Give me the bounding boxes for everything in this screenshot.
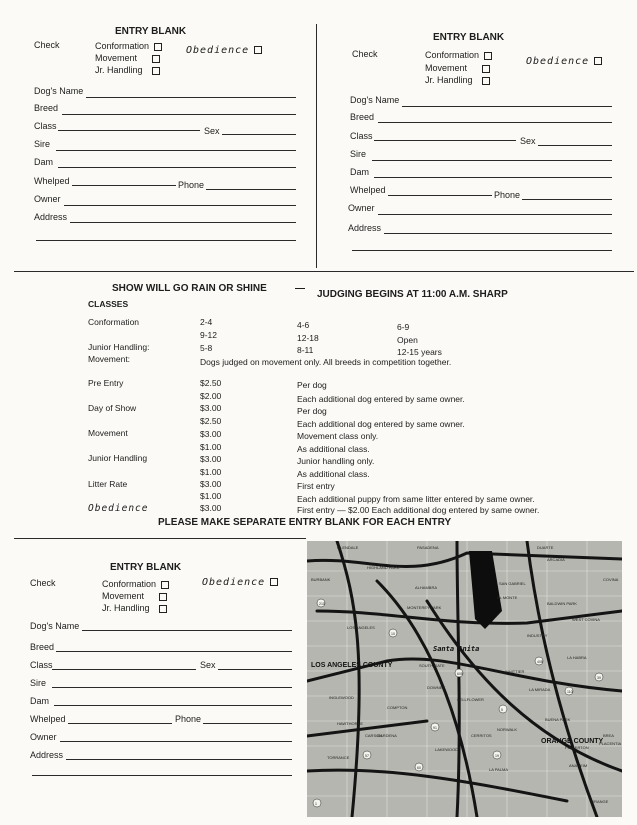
field-label-breed: Breed bbox=[34, 103, 59, 113]
map-place-label: HIGHLAND PARK bbox=[367, 565, 400, 570]
field-line-sire[interactable] bbox=[372, 160, 612, 161]
field-label-whelped: Whelped bbox=[34, 176, 70, 186]
field-line-class[interactable] bbox=[58, 130, 200, 131]
field-line-sire[interactable] bbox=[52, 687, 292, 688]
field-line-dogs-name[interactable] bbox=[402, 106, 612, 107]
map-place-label: DUARTE bbox=[537, 545, 554, 550]
field-label-class: Class bbox=[350, 131, 373, 141]
option-obedience: Obedience bbox=[526, 56, 602, 67]
option-obedience: Obedience bbox=[202, 577, 278, 588]
conformation-value: 4-6 bbox=[297, 320, 310, 330]
classes-heading: CLASSES bbox=[88, 299, 129, 309]
fee-amount: $2.00 bbox=[200, 391, 222, 401]
field-label-address: Address bbox=[34, 212, 68, 222]
fee-amount: $3.00 bbox=[200, 503, 222, 513]
fee-label: Litter Rate bbox=[88, 479, 128, 489]
field-label-class: Class bbox=[34, 121, 57, 131]
fee-desc: Each additional dog entered by same owner. bbox=[297, 419, 465, 429]
field-label-breed: Breed bbox=[30, 642, 55, 652]
fee-desc: Per dog bbox=[297, 380, 327, 390]
field-line-address-2[interactable] bbox=[32, 775, 292, 776]
map-place-label: SOUTH GATE bbox=[419, 663, 445, 668]
option-movement: Movement bbox=[102, 592, 167, 601]
conformation-value: Open bbox=[397, 335, 418, 345]
route-number: 10 bbox=[391, 632, 395, 636]
option-conformation: Conformation bbox=[425, 51, 492, 60]
conformation-value: 9-12 bbox=[200, 330, 218, 340]
field-line-dam[interactable] bbox=[54, 705, 292, 706]
checkbox-icon[interactable] bbox=[254, 46, 262, 54]
map-place-label: GLENDALE bbox=[337, 545, 359, 550]
map-place-label: FULLERTON bbox=[565, 745, 589, 750]
field-label-phone: Phone bbox=[494, 190, 521, 200]
fee-amount: $1.00 bbox=[200, 491, 222, 501]
check-label: Check bbox=[34, 40, 60, 50]
fee-label: Junior Handling bbox=[88, 453, 148, 463]
field-label-address: Address bbox=[30, 750, 64, 760]
map-place-label: ORANGE bbox=[591, 799, 609, 804]
option-conformation: Conformation bbox=[102, 580, 169, 589]
movement-label: Movement: bbox=[88, 354, 131, 364]
field-label-owner: Owner bbox=[348, 203, 375, 213]
headline-left: SHOW WILL GO RAIN OR SHINE bbox=[112, 283, 267, 294]
fee-label: Movement bbox=[88, 428, 128, 438]
field-label-dogs-name: Dog's Name bbox=[34, 86, 84, 96]
map-place-label: INGLEWOOD bbox=[329, 695, 354, 700]
field-label-owner: Owner bbox=[30, 732, 57, 742]
check-label: Check bbox=[30, 578, 56, 588]
field-label-sex: Sex bbox=[204, 126, 220, 136]
headline-dash: — bbox=[295, 283, 305, 294]
field-line-dogs-name[interactable] bbox=[86, 97, 296, 98]
option-conformation: Conformation bbox=[95, 42, 162, 51]
field-line-sex[interactable] bbox=[538, 145, 612, 146]
field-line-address-2[interactable] bbox=[352, 250, 612, 251]
field-line-owner[interactable] bbox=[64, 205, 296, 206]
map-place-label: INDUSTRY bbox=[527, 633, 548, 638]
map-label-la-county: LOS ANGELES COUNTY bbox=[311, 662, 393, 669]
map-place-label: LAKEWOOD bbox=[435, 747, 459, 752]
conformation-value: 2-4 bbox=[200, 317, 213, 327]
cut-line bbox=[14, 271, 634, 272]
fee-amount: $3.00 bbox=[200, 403, 222, 413]
map-place-label: COMPTON bbox=[387, 705, 408, 710]
route-number: 210 bbox=[319, 602, 325, 606]
field-line-address[interactable] bbox=[66, 759, 292, 760]
field-label-dam: Dam bbox=[30, 696, 50, 706]
checkbox-icon[interactable] bbox=[484, 52, 492, 60]
field-line-address-2[interactable] bbox=[36, 240, 296, 241]
route-number: 60 bbox=[417, 766, 421, 770]
map-place-label: TORRANCE bbox=[327, 755, 350, 760]
route-number: 57 bbox=[365, 754, 369, 758]
fee-amount: $3.00 bbox=[200, 429, 222, 439]
map-place-label: LA HABRA bbox=[567, 655, 587, 660]
checkbox-icon[interactable] bbox=[159, 593, 167, 601]
checkbox-icon[interactable] bbox=[270, 578, 278, 586]
map-place-label: LOS ANGELES bbox=[347, 625, 375, 630]
route-number: 19 bbox=[495, 754, 499, 758]
field-line-class[interactable] bbox=[374, 140, 516, 141]
movement-note: Dogs judged on movement only. All breeds in competition together. bbox=[200, 357, 452, 367]
fee-desc: First entry — $2.00 Each additional dog entered by same owner. bbox=[297, 505, 540, 515]
field-line-dam[interactable] bbox=[374, 177, 612, 178]
field-line-address[interactable] bbox=[384, 233, 612, 234]
field-label-dam: Dam bbox=[34, 157, 54, 167]
map-place-label: LA MIRADA bbox=[529, 687, 551, 692]
conformation-value: 6-9 bbox=[397, 322, 410, 332]
field-label-whelped: Whelped bbox=[350, 185, 386, 195]
road-map bbox=[307, 541, 622, 817]
fee-desc: Each additional puppy from same litter entered by same owner. bbox=[297, 494, 535, 504]
field-label-sire: Sire bbox=[350, 149, 367, 159]
map-place-label: ALHAMBRA bbox=[415, 585, 438, 590]
route-number: 405 bbox=[537, 660, 543, 664]
route-number: 605 bbox=[457, 672, 463, 676]
checkbox-icon[interactable] bbox=[482, 65, 490, 73]
fee-amount: $3.00 bbox=[200, 454, 222, 464]
field-line-dam[interactable] bbox=[58, 167, 296, 168]
field-line-whelped[interactable] bbox=[72, 185, 176, 186]
map-place-label: PLACENTIA bbox=[599, 741, 622, 746]
conformation-label: Conformation bbox=[88, 317, 140, 327]
field-line-address[interactable] bbox=[70, 222, 296, 223]
field-label-sex: Sex bbox=[520, 136, 536, 146]
field-label-dogs-name: Dog's Name bbox=[30, 621, 80, 631]
map-place-label: CERRITOS bbox=[471, 733, 492, 738]
field-label-sire: Sire bbox=[30, 678, 47, 688]
checkbox-icon[interactable] bbox=[161, 581, 169, 589]
checkbox-icon[interactable] bbox=[152, 55, 160, 63]
option-jr-handling: Jr. Handling bbox=[425, 76, 490, 85]
field-line-phone[interactable] bbox=[203, 723, 292, 724]
field-line-dogs-name[interactable] bbox=[82, 630, 292, 631]
fee-label: Pre Entry bbox=[88, 378, 124, 388]
entry-blank-title: ENTRY BLANK bbox=[115, 26, 187, 37]
field-label-sire: Sire bbox=[34, 139, 51, 149]
fee-amount: $2.50 bbox=[200, 416, 222, 426]
separate-entry-note: PLEASE MAKE SEPARATE ENTRY BLANK FOR EACH ENTRY bbox=[158, 517, 452, 528]
field-label-address: Address bbox=[348, 223, 382, 233]
entry-blank-title: ENTRY BLANK bbox=[110, 562, 182, 573]
map-place-label: NORWALK bbox=[497, 727, 518, 732]
fee-amount: $1.00 bbox=[200, 442, 222, 452]
field-line-breed[interactable] bbox=[62, 114, 296, 115]
checkbox-icon[interactable] bbox=[159, 605, 167, 613]
field-label-dogs-name: Dog's Name bbox=[350, 95, 400, 105]
fee-amount: $2.50 bbox=[200, 378, 222, 388]
fee-amount: $3.00 bbox=[200, 479, 222, 489]
map-place-label: WEST COVINA bbox=[572, 617, 600, 622]
junior-label: Junior Handling: bbox=[88, 342, 150, 352]
map-place-label: BREA bbox=[603, 733, 614, 738]
divider-vertical bbox=[316, 24, 317, 268]
fee-desc: Junior handling only. bbox=[297, 456, 375, 466]
map-place-label: GARDENA bbox=[377, 733, 397, 738]
map-place-label: COVINA bbox=[603, 577, 619, 582]
junior-value: 8-11 bbox=[297, 345, 314, 355]
field-label-phone: Phone bbox=[178, 180, 205, 190]
checkbox-icon[interactable] bbox=[154, 43, 162, 51]
map-place-label: SAN GABRIEL bbox=[499, 581, 526, 586]
field-line-breed[interactable] bbox=[56, 651, 292, 652]
fee-label-obedience: Obedience bbox=[88, 503, 149, 514]
field-label-class: Class bbox=[30, 660, 53, 670]
field-line-class[interactable] bbox=[52, 669, 196, 670]
map-place-label: HAWTHORNE bbox=[337, 721, 364, 726]
junior-value: 12-15 years bbox=[397, 347, 442, 357]
option-jr-handling: Jr. Handling bbox=[95, 66, 160, 75]
field-line-owner[interactable] bbox=[60, 741, 292, 742]
map-place-label: DOWNEY bbox=[427, 685, 445, 690]
entry-blank-title: ENTRY BLANK bbox=[433, 32, 505, 43]
option-movement: Movement bbox=[425, 64, 490, 73]
field-line-whelped[interactable] bbox=[68, 723, 172, 724]
map-place-label: LA PALMA bbox=[489, 767, 509, 772]
field-label-sex: Sex bbox=[200, 660, 216, 670]
map-place-label: PASADENA bbox=[417, 545, 439, 550]
option-movement: Movement bbox=[95, 54, 160, 63]
checkbox-icon[interactable] bbox=[152, 67, 160, 75]
map-label-orange-county: ORANGE COUNTY bbox=[541, 738, 604, 745]
field-label-breed: Breed bbox=[350, 112, 375, 122]
route-number: 5 bbox=[501, 708, 503, 712]
cut-line-lower bbox=[14, 538, 306, 539]
field-label-phone: Phone bbox=[175, 714, 202, 724]
map-place-label: ARCADIA bbox=[547, 557, 565, 562]
option-jr-handling: Jr. Handling bbox=[102, 604, 167, 613]
field-line-owner[interactable] bbox=[378, 214, 612, 215]
route-number: 39 bbox=[597, 676, 601, 680]
map-place-label: BALDWIN PARK bbox=[547, 601, 577, 606]
junior-value: 5-8 bbox=[200, 343, 213, 353]
fee-amount: $1.00 bbox=[200, 467, 222, 477]
checkbox-icon[interactable] bbox=[594, 57, 602, 65]
check-label: Check bbox=[352, 49, 378, 59]
fee-desc: Movement class only. bbox=[297, 431, 379, 441]
route-number: 1 bbox=[315, 802, 317, 806]
field-line-sex[interactable] bbox=[218, 669, 292, 670]
map-place-label: BURBANK bbox=[311, 577, 331, 582]
field-line-phone[interactable] bbox=[206, 189, 296, 190]
field-line-whelped[interactable] bbox=[388, 195, 492, 196]
field-line-breed[interactable] bbox=[378, 122, 612, 123]
field-label-dam: Dam bbox=[350, 167, 370, 177]
map-place-label: BUENA PARK bbox=[545, 717, 571, 722]
route-number: 91 bbox=[433, 726, 437, 730]
map-place-label: MONTEREY PARK bbox=[407, 605, 442, 610]
field-line-phone[interactable] bbox=[522, 199, 612, 200]
map-place-label: WHITTIER bbox=[505, 669, 525, 674]
map-place-label: BELLFLOWER bbox=[457, 697, 484, 702]
fee-desc: As additional class. bbox=[297, 444, 370, 454]
option-obedience: Obedience bbox=[186, 45, 262, 56]
map-place-label: EL MONTE bbox=[497, 595, 518, 600]
fee-label: Day of Show bbox=[88, 403, 137, 413]
field-label-owner: Owner bbox=[34, 194, 61, 204]
checkbox-icon[interactable] bbox=[482, 77, 490, 85]
conformation-value: 12-18 bbox=[297, 333, 319, 343]
headline-right: JUDGING BEGINS AT 11:00 A.M. SHARP bbox=[317, 289, 508, 300]
field-line-sire[interactable] bbox=[56, 150, 296, 151]
fee-desc: First entry bbox=[297, 481, 335, 491]
fee-desc: As additional class. bbox=[297, 469, 370, 479]
route-number: 110 bbox=[567, 690, 573, 694]
fee-desc: Per dog bbox=[297, 406, 327, 416]
map-place-label: ANAHEIM bbox=[569, 763, 588, 768]
map-label-santa-anita: Santa Anita bbox=[433, 645, 480, 653]
fee-desc: Each additional dog entered by same owner. bbox=[297, 394, 465, 404]
area-map bbox=[307, 541, 622, 817]
field-line-sex[interactable] bbox=[222, 134, 296, 135]
field-label-whelped: Whelped bbox=[30, 714, 66, 724]
map-place-label: CARSON bbox=[365, 733, 383, 738]
